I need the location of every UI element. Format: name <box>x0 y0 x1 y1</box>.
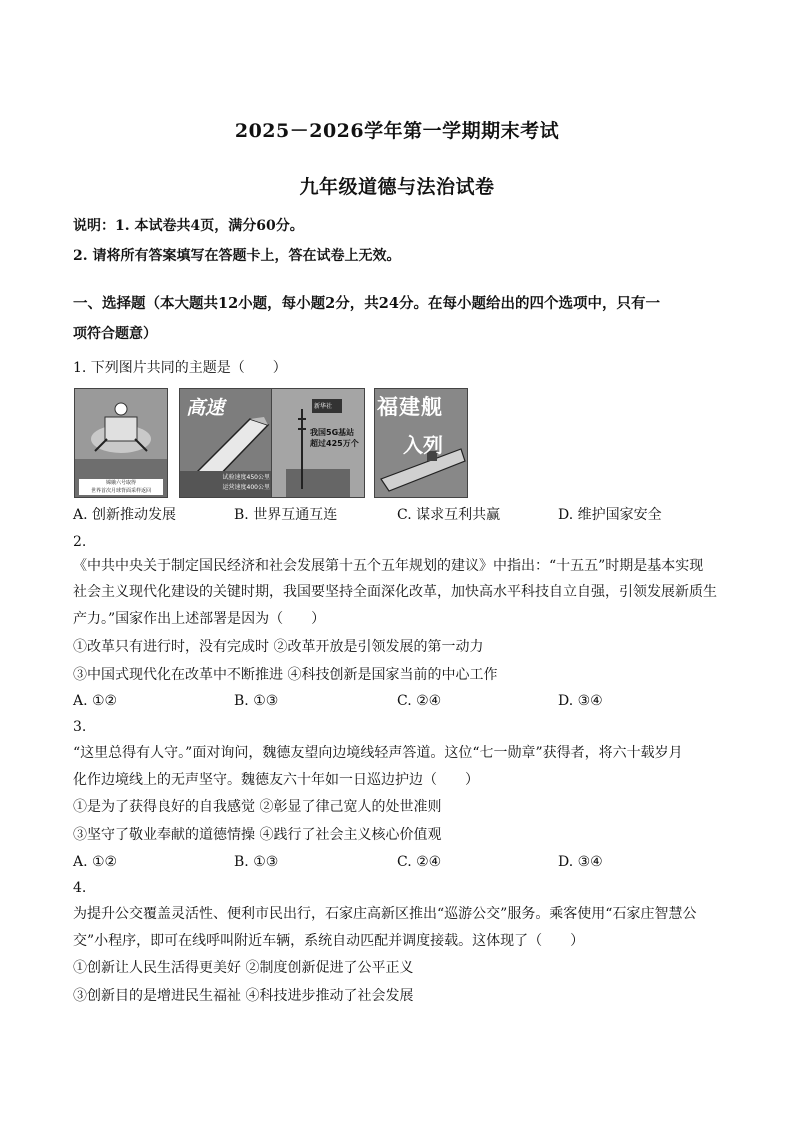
img1-caption-1: 嫦娥六号取得 <box>105 480 136 486</box>
q3-option-b[interactable]: B. ①③ <box>234 854 279 870</box>
q3-option-c[interactable]: C. ②④ <box>397 854 442 870</box>
img3-header: 新华社 <box>314 403 333 410</box>
q2-stem-line-3: 产力。”国家作出上述部署是因为（ ） <box>73 611 326 627</box>
q1-stem: 1. 下列图片共同的主题是（ ） <box>73 360 287 376</box>
exam-title: 2025－2026学年第一学期期末考试 <box>234 120 560 142</box>
img3-caption: 我国5G基站 超过425万个 <box>310 428 359 448</box>
q2-option-c[interactable]: C. ②④ <box>397 693 442 709</box>
q3-choice-line-1: ①是为了获得良好的自我感觉 ②彰显了律己宽人的处世准则 <box>73 799 442 815</box>
exam-subtitle: 九年级道德与法治试卷 <box>299 176 495 198</box>
q4-choice-line-2: ③创新目的是增进民生福祉 ④科技进步推动了社会发展 <box>73 988 414 1004</box>
img2-title: 高速 <box>186 397 225 419</box>
q2-stem-line-1: 《中共中央关于制定国民经济和社会发展第十五个五年规划的建议》中指出：“十五五”时期是基本实现 <box>73 558 704 574</box>
img2-caption-2: 运营速度400公里 <box>222 484 270 491</box>
q2-number: 2. <box>73 534 87 550</box>
img1-caption-2: 世界首次月球背面采样返回 <box>90 488 151 494</box>
q2-stem-line-2: 社会主义现代化建设的关键时期，我国要坚持全面深化改革，加快高水平科技自立自强，引领发展新质生 <box>73 584 717 600</box>
q2-choice-line-2: ③中国式现代化在改革中不断推进 ④科技创新是国家当前的中心工作 <box>73 667 498 683</box>
q1-option-c[interactable]: C. 谋求互利共赢 <box>397 507 501 523</box>
q2-option-d[interactable]: D. ③④ <box>558 693 603 709</box>
q3-option-d[interactable]: D. ③④ <box>558 854 603 870</box>
q1-image-chang-e-6 <box>74 388 168 498</box>
img4-title: 福建舰 <box>377 395 443 419</box>
q2-option-b[interactable]: B. ①③ <box>234 693 279 709</box>
q3-stem-line-1: “这里总得有人守。”面对询问，魏德友望向边境线轻声答道。这位“七一勋章”获得者，将六十载岁月 <box>73 745 683 761</box>
q4-number: 4. <box>73 880 87 896</box>
q3-stem-line-2: 化作边境线上的无声坚守。魏德友六十年如一日巡边护边（ ） <box>73 772 479 788</box>
q2-option-a[interactable]: A. ①② <box>73 693 118 709</box>
section-heading-line-1: 一、选择题（本大题共12小题，每小题2分，共24分。在每小题给出的四个选项中，只有一 <box>73 295 660 312</box>
q1-option-b[interactable]: B. 世界互通互连 <box>234 507 338 523</box>
q1-image-5g-base-station <box>271 388 365 498</box>
q4-choice-line-1: ①创新让人民生活得更美好 ②制度创新促进了公平正义 <box>73 960 414 976</box>
img2-caption-1: 试验速度450公里 <box>222 474 270 481</box>
note-line-1: 说明：1. 本试卷共4页，满分60分。 <box>73 218 304 234</box>
q3-number: 3. <box>73 719 87 735</box>
q3-choice-line-2: ③坚守了敬业奉献的道德情操 ④践行了社会主义核心价值观 <box>73 827 442 843</box>
q3-option-a[interactable]: A. ①② <box>73 854 118 870</box>
q1-image-high-speed-train <box>179 388 273 498</box>
img4-overlay: 入列 <box>403 433 443 457</box>
q1-option-a[interactable]: A. 创新推动发展 <box>73 507 177 523</box>
q4-stem-line-2: 交”小程序，即可在线呼叫附近车辆，系统自动匹配并调度接载。这体现了（ ） <box>73 933 585 949</box>
q1-image-fujian-carrier <box>374 388 468 498</box>
section-heading-line-2: 项符合题意） <box>73 326 157 342</box>
q1-option-d[interactable]: D. 维护国家安全 <box>558 507 662 523</box>
note-line-2: 2. 请将所有答案填写在答题卡上，答在试卷上无效。 <box>73 248 401 264</box>
q2-choice-line-1: ①改革只有进行时，没有完成时 ②改革开放是引领发展的第一动力 <box>73 639 484 655</box>
q4-stem-line-1: 为提升公交覆盖灵活性、便利市民出行，石家庄高新区推出“巡游公交”服务。乘客使用“石家庄智慧公 <box>73 906 697 922</box>
